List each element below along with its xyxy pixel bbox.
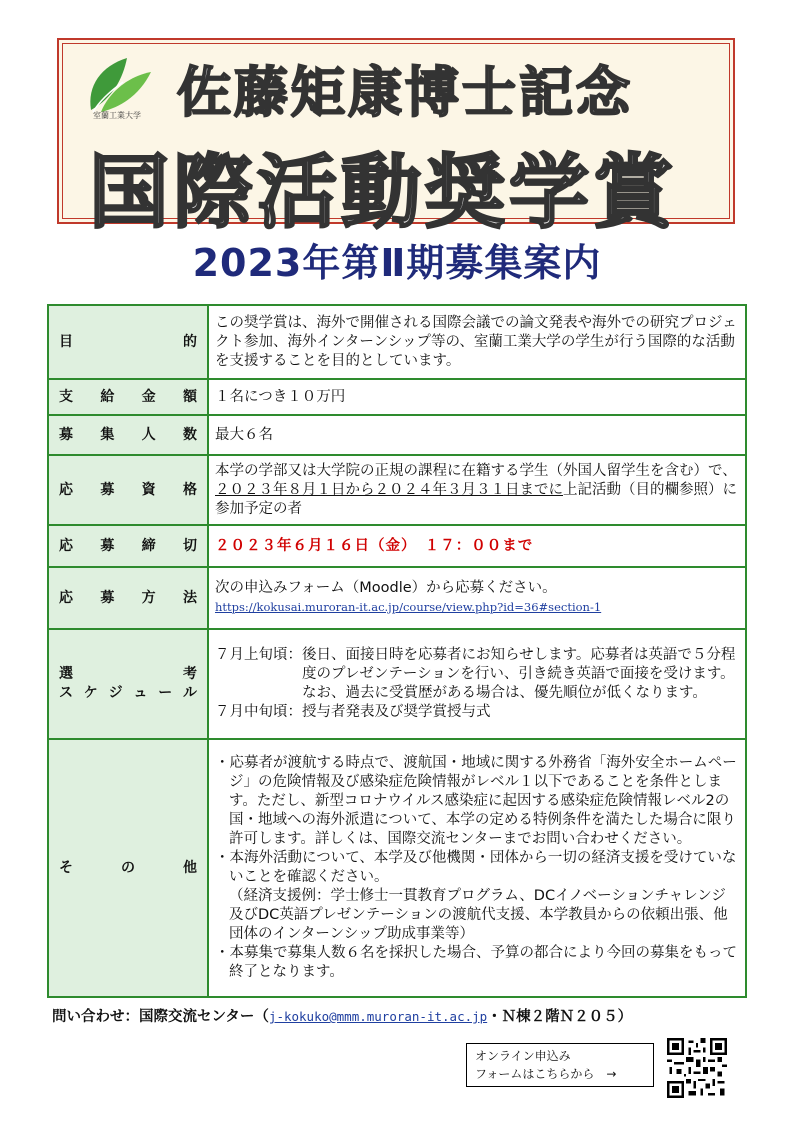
label-char: ル [182, 685, 197, 701]
label-char: 格 [182, 481, 197, 498]
eligibility-text-2: 上記活動（目的欄参照）に参加予定の者 [215, 481, 737, 517]
label-char: ス [59, 685, 73, 701]
label-other [48, 739, 208, 997]
title-line-1: 佐藤矩康博士記念 [177, 61, 633, 124]
schedule-item [215, 703, 739, 722]
label-deadline [48, 525, 208, 567]
other-note: ・本募集で募集人数６名を採択した場合、予算の都合により今回の募集をもって終了となります。 [215, 945, 737, 980]
label-char: 募 [100, 589, 115, 606]
row-purpose [48, 305, 746, 379]
label-purpose [48, 305, 208, 379]
label-schedule [48, 629, 208, 739]
title-banner [57, 38, 735, 239]
schedule-desc: 後日、面接日時を応募者にお知らせします。応募者は英語で５分程度のプレゼンテーションを行い、引き続き英語で面接を受けます。なお、過去に受賞歴がある場合は、優先順位が低くなります。 [302, 647, 736, 701]
schedule-cell [208, 629, 746, 739]
label-char: 人 [141, 426, 156, 443]
label-char: 考 [183, 666, 197, 682]
row-schedule [48, 629, 746, 739]
deadline-text: ２０２３年６月１６日（金） １７：００まで [208, 525, 746, 567]
label-char: 応 [59, 481, 73, 498]
number-text: 最大６名 [208, 415, 746, 455]
schedule-date: ７月上旬頃： [215, 647, 302, 663]
label-char: 方 [141, 589, 156, 606]
label-method [48, 567, 208, 629]
label-char: 支 [59, 388, 73, 405]
label-char: ー [158, 685, 173, 701]
label-char: の [121, 859, 135, 876]
row-other [48, 739, 746, 997]
label-char: 締 [141, 537, 156, 554]
eligibility-text [208, 455, 746, 525]
label-char: 給 [100, 388, 115, 405]
label-char: 他 [183, 859, 197, 876]
label-char: 選 [59, 666, 73, 682]
row-amount [48, 379, 746, 415]
application-form-link[interactable]: https://kokusai.muroran-it.ac.jp/course/view.php?id=36#section-1 [215, 600, 602, 614]
contact-prefix: 問い合わせ：国際交流センター（ [52, 1009, 269, 1025]
row-method [48, 567, 746, 629]
label-char: 額 [182, 388, 197, 405]
row-number [48, 415, 746, 455]
online-application-box [466, 1043, 654, 1087]
university-logo [79, 52, 155, 136]
method-text: 次の申込みフォーム（Moodle）から応募ください。 [215, 580, 557, 596]
label-char: 資 [141, 481, 156, 498]
logo-caption: 室蘭工業大学 [93, 111, 141, 120]
row-deadline [48, 525, 746, 567]
label-char: 数 [182, 426, 197, 443]
label-char: ジ [108, 685, 123, 701]
page-subtitle: 2023年第Ⅱ期募集案内 [192, 241, 602, 285]
other-note: ・本海外活動について、本学及び他機関・団体から一切の経済支援を受けていないことを確認ください。 [215, 850, 737, 885]
label-char: 集 [100, 426, 115, 443]
purpose-text: この奨学賞は、海外で開催される国際会議での論文発表や海外での研究プロジェクト参加、海外インターンシップ等の、室蘭工業大学の学生が行う国際的な活動を支援することを目的としています。 [208, 305, 746, 379]
other-note: ・応募者が渡航する時点で、渡航国・地域に関する外務省「海外安全ホームページ」の危険情報及び感染症危険情報がレベル１以下であることを条件とします。ただし、新型コロナウイルス感染症に起因する感染症危険情報レベル2の国・地域への海外派遣について、本学の定める特例条件を満たした場合に限り許可します。詳しくは、国際交流センターまでお問い合わせください。 [215, 755, 737, 847]
label-char: 募 [100, 481, 115, 498]
label-char: 応 [59, 589, 73, 606]
contact-suffix: ・Ｎ棟２階Ｎ２０５） [487, 1009, 633, 1025]
title-line-2: 国際活動奨学賞 [89, 146, 677, 239]
schedule-item [215, 646, 739, 703]
label-char: 的 [183, 333, 197, 350]
label-char: 募 [100, 537, 115, 554]
label-char: 応 [59, 537, 73, 554]
schedule-date: ７月中旬頃： [215, 704, 302, 720]
online-box-line-1: オンライン申込み [475, 1049, 571, 1063]
label-amount [48, 379, 208, 415]
label-char: 法 [182, 589, 197, 606]
other-cell [208, 739, 746, 997]
eligibility-period: ２０２３年８月１日から２０２４年３月３１日までに [215, 481, 563, 498]
label-eligibility [48, 455, 208, 525]
label-number [48, 415, 208, 455]
contact-email-link[interactable]: j-kokuko@mmm.muroran-it.ac.jp [268, 1009, 488, 1024]
other-note-example: （経済支援例：学士修士一貫教育プログラム、DCイノベーションチャレンジ及びDC英語プレゼンテーションの渡航代支援、本学教員からの依頼出張、他団体のインターンシップ助成事業等） [229, 888, 728, 942]
label-char: そ [59, 859, 73, 876]
qr-code-icon[interactable] [667, 1038, 727, 1098]
label-char: ュ [133, 685, 148, 701]
schedule-desc: 授与者発表及び奨学賞授与式 [302, 704, 491, 720]
method-cell [208, 567, 746, 629]
label-char: 目 [59, 333, 73, 350]
label-char: ケ [83, 685, 98, 701]
row-eligibility [48, 455, 746, 525]
info-table [47, 304, 747, 998]
amount-text: １名につき１０万円 [208, 379, 746, 415]
label-char: 募 [59, 426, 73, 443]
label-char: 金 [141, 388, 156, 405]
contact-line [52, 1005, 632, 1026]
eligibility-text-1: 本学の学部又は大学院の正規の課程に在籍する学生（外国人留学生を含む）で、 [215, 462, 737, 479]
label-char: 切 [182, 537, 197, 554]
online-box-line-2: フォームはこちらから → [475, 1067, 617, 1081]
